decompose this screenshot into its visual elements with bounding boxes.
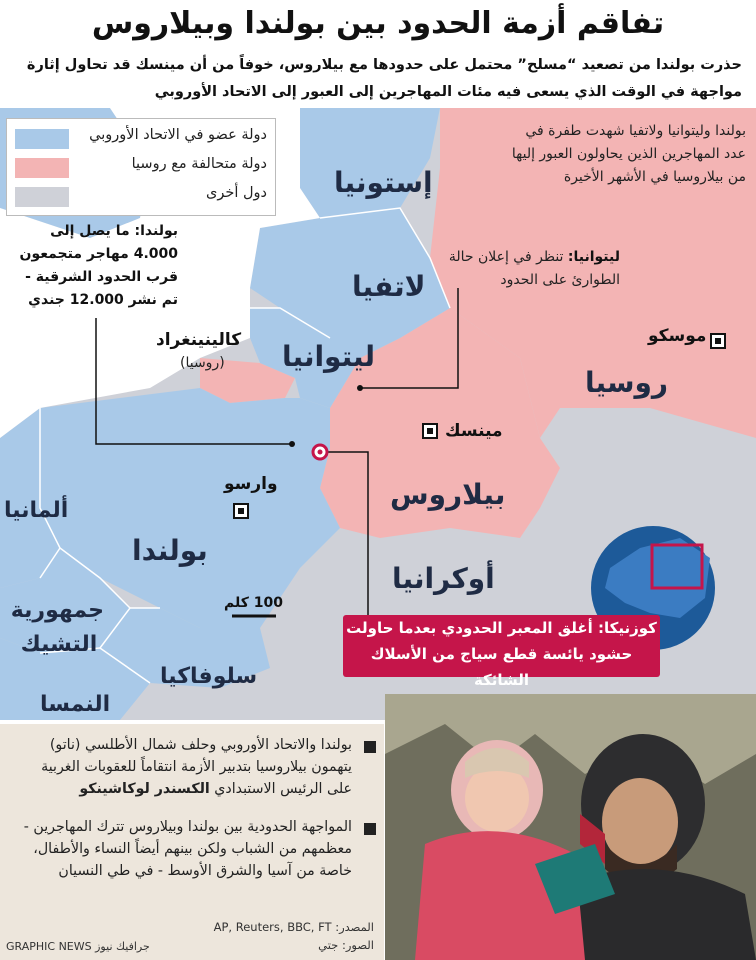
lithuania-dot (357, 385, 363, 391)
country-belarus: بيلاروس (390, 478, 506, 511)
country-latvia: لاتفيا (352, 270, 426, 303)
city-warsaw: وارسو (224, 474, 278, 494)
estonia-region (300, 108, 440, 218)
photo-credit: الصور: جتي (318, 938, 374, 952)
legend-swatch-ally (15, 158, 69, 178)
moscow-marker (711, 334, 725, 348)
city-kaliningrad: كالينينغراد (156, 330, 242, 350)
brand (6, 940, 150, 953)
photo (385, 694, 756, 960)
bullet-2 (14, 816, 376, 882)
poland-note-label: بولندا: (134, 223, 178, 239)
country-germany: ألمانيا (4, 498, 69, 523)
country-lithuania: ليتوانيا (282, 340, 375, 373)
legend-item-other (15, 185, 267, 209)
scale-label: 100 كلم (224, 595, 283, 611)
country-poland: بولندا (132, 534, 208, 567)
bullet-1-text: بولندا والاتحاد الأوروبي وحلف شمال الأطلسي (ناتو) يتهمون بيلاروسيا بتدبير الأزمة انتقاماً للعقوبات الغربية على الرئيس الاستبدادي (41, 737, 352, 797)
bullet-1-bold: الكسندر لوكاشينكو (79, 781, 210, 797)
bullet-square-icon (364, 741, 376, 753)
brand-ar: جرافيك نيوز (95, 940, 150, 953)
country-estonia: إستونيا (334, 166, 433, 199)
poland-dot (289, 441, 295, 447)
kaliningrad-note: (روسيا) (180, 355, 225, 371)
bullet-square-icon (364, 823, 376, 835)
poland-note-text: ما يصل إلى 4.000 مهاجر متجمعون قرب الحدود الشرقية - تم نشر 12.000 جندي (19, 223, 178, 308)
country-russia: روسيا (585, 366, 669, 399)
lithuania-note (440, 246, 620, 292)
brand-en: GRAPHIC NEWS (6, 940, 92, 953)
warsaw-marker (234, 504, 248, 518)
legend-label-ally: دولة متحالفة مع روسيا (131, 156, 267, 172)
legend-item-ally (15, 156, 267, 180)
kuznica-callout: كوزنيكا: أغلق المعبر الحدودي بعدما حاولت حشود يائسة قطع سياج من الأسلاك الشائكة (343, 615, 660, 677)
legend-item-eu (15, 127, 267, 151)
lithuania-note-label: ليتوانيا: (567, 249, 620, 265)
source-credit: المصدر: AP, Reuters, BBC, FT (213, 920, 374, 934)
city-minsk: مينسك (445, 421, 503, 441)
legend-swatch-eu (15, 129, 69, 149)
legend-label-other: دول أخرى (206, 185, 267, 201)
map (0, 108, 756, 720)
lithuania-note-text: تنظر في إعلان حالة الطوارئ على الحدود (448, 249, 620, 288)
country-slovakia: سلوفاكيا (160, 664, 258, 689)
subtitle: حذرت بولندا من تصعيد “مسلح” محتمل على حدودها مع بيلاروس، خوفاً من أن مينسك قد تحاول إثارة مواجهة في الوقت الذي يسعى فيه مئات المهاجرين إلى العبور إلى الاتحاد الأوروبي (26, 57, 742, 100)
bullet-1 (14, 734, 376, 800)
legend-swatch-other (15, 187, 69, 207)
country-austria: النمسا (40, 692, 111, 717)
bullet-2-text: المواجهة الحدودية بين بولندا وبيلاروس تترك المهاجرين - معظمهم من الشباب ولكن بينهم أيضاً النساء والأطفال، خاصة من آسيا والشرق الأوسط - في طي النسيان (23, 819, 352, 879)
country-czech: جمهورية التشيك (10, 598, 104, 657)
city-moscow: موسكو (648, 326, 707, 346)
baltic-note: بولندا وليتوانيا ولاتفيا شهدت طفرة في عدد المهاجرين الذين يحاولون العبور إليها من بيلاروسيا في الأشهر الأخيرة (511, 123, 746, 185)
bullets-panel (0, 724, 384, 960)
country-ukraine: أوكرانيا (392, 562, 495, 595)
poland-note (8, 220, 178, 312)
photo-illustration (385, 694, 756, 960)
minsk-marker (423, 424, 437, 438)
page-title: تفاقم أزمة الحدود بين بولندا وبيلاروس (91, 6, 665, 41)
legend-label-eu: دولة عضو في الاتحاد الأوروبي (89, 127, 267, 143)
legend (6, 118, 276, 216)
